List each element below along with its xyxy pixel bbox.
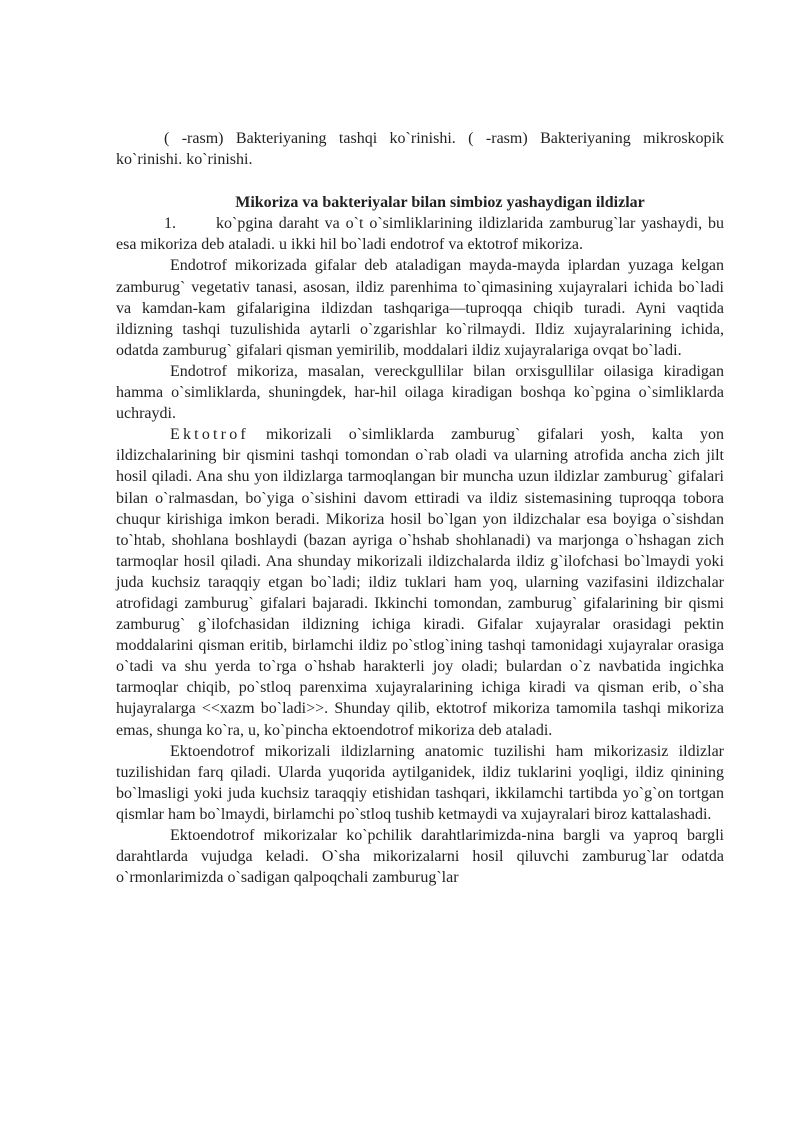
paragraph-6: Ektoendotrof mikorizalar ko`pchilik darahtlarimizda-nina bargli va yaproq bargli darahtlarda vujudga keladi. O`sha mikorizalarni hosil qiluvchi zamburug`lar odatda o`rmonlarimizda o`sadigan qalpoqchali zamburug`lar	[116, 827, 724, 887]
paragraph-1-text: ko`pgina daraht va o`t o`simliklarining ildizlarida zamburug`lar yashaydi, bu esa mikoriza deb ataladi. u ikki hil bo`ladi endotrof va ektotrof mikoriza.	[116, 215, 724, 254]
paragraph-3: Endotrof mikoriza, masalan, vereckgullilar bilan orxisgullilar oilasiga kiradigan hamma o`simliklarda, shuningdek, har-hil oilaga kiradigan boshqa ko`pgina o`simliklarda uchraydi.	[116, 362, 724, 423]
document-body	[116, 128, 724, 888]
list-number: 1.	[164, 215, 176, 233]
paragraph-2: Endotrof mikorizada gifalar deb ataladigan mayda-mayda iplardan yuzaga kelgan zamburug` vegetativ tanasi, asosan, ildiz parenhima to`qimasining xujayralari ichida bo`ladi va kamdan-kam gifalarigina ildizdan tashqariga—tuproqqa chiqib turadi. Ayni vaqtida ildizning tashqi tuzulishida aytarli o`zgarishlar ko`rilmaydi. Ildiz xujayralarining ichida, odatda zamburug` gifalari qisman yemirilib, moddalari ildiz xujayralariga ovqat bo`ladi.	[116, 257, 724, 359]
paragraph-4	[116, 424, 724, 740]
figure-caption: ( -rasm) Bakteriyaning tashqi ko`rinishi. ( -rasm) Bakteriyaning mikroskopik ko`rinishi. ko`rinishi.	[116, 130, 724, 169]
paragraph-4-text: mikorizali o`simliklarda zamburug` gifalari yosh, kalta yon ildizchalarining bir qismini tashqi tomondan o`rab oladi va ularning atrofida ancha zich jilt hosil qiladi. Ana shu yon ildizlarga tarmoqlangan bir muncha uzun ildizlar zamburug` gifalari bilan o`ralmasdan, bo`yiga o`sishini davom ettiradi va ildiz sistemasining tuproqqa tobora chuqur kirishiga imkon beradi. Mikoriza hosil bo`lgan yon ildizchalar esa boyiga o`sishdan to`htab, shohlana boshlaydi (bazan ayriga o`hshab shohlanadi) va marjonga o`hshagan zich tarmoqlar hosil qiladi. Ana shunday mikorizali ildizchalarda ildiz g`ilofchasi bo`lmaydi yoki juda kuchsiz taraqqiy etgan bo`ladi; ildiz tuklari ham yoq, ularning vazifasini ildizchalar atrofidagi zamburug` gifalari bajaradi. Ikkinchi tomondan, zamburug` gifalarining bir qismi zamburug` g`ilofchasidan ildizning ichiga kiradi. Gifalar xujayralar orasidagi pektin moddalarini qisman eritib, birlamchi ildiz po`stlog`ining tashqi tamonidagi xujayralar orasiga o`tadi va shu yerda to`rga o`hshab harakterli joy oladi; bulardan o`z navbatida ingichka tarmoqlar chiqib, po`stloq parenxima xujayralarining ichiga kiradi va qisman erib, o`sha hujayralarga <<xazm bo`ladi>>. Shunday qilib, ektotrof mikoriza tamomila tashqi mikoriza emas, shunga ko`ra, u, ko`pincha ektoendotrof mikoriza deb ataladi.	[116, 426, 724, 739]
section-heading: Mikoriza va bakteriyalar bilan simbioz yashaydigan ildizlar	[235, 194, 645, 212]
paragraph-5: Ektoendotrof mikorizali ildizlarning anatomic tuzilishi ham mikorizasiz ildizlar tuzilishidan farq qiladi. Ularda yuqorida aytilganidek, ildiz tuklarini yoqligi, ildiz qinining bo`lmasligi yoki juda kuchsiz taraqqiy etishidan tashqari, ikkilamchi tartibda yo`g`on tortgan qismlar ham bo`lmaydi, birlamchi po`stloq tushib ketmaydi va xujayralari biroz kattalashadi.	[116, 742, 724, 823]
paragraph-1	[116, 213, 724, 255]
spaced-term: Ektotrof	[170, 426, 249, 444]
